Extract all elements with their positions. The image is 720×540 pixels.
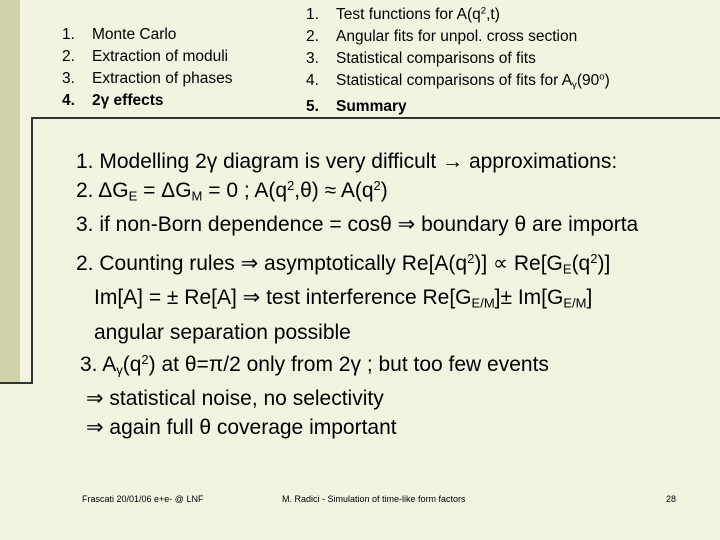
outline-item: 1. Monte Carlo	[62, 26, 177, 43]
outline-item-current: 4. 2γ effects	[62, 92, 164, 109]
vertical-divider	[31, 117, 33, 384]
body-line: ⇒ again full θ coverage important	[86, 416, 397, 440]
body-line: 2. $\Delta G_E = \Delta G_M = 0$ ; $A(q^2,\theta) \approx A(q^2)$	[76, 177, 388, 204]
outline-item: 1. Test functions for $A(q^2,t)$	[306, 5, 500, 23]
outline-item: 3. Statistical comparisons of fits	[306, 50, 536, 67]
title-sidebar	[0, 0, 20, 382]
slide-number: 28	[666, 494, 677, 504]
body-line: 2. Counting rules ⇒ asymptotically $Re[A(q^2)] \propto Re[G_E(q^2)]$	[76, 250, 611, 277]
body-line: angular separation possible	[94, 320, 351, 344]
outline-list-right	[306, 4, 610, 118]
outline-item-current: 5. Summary	[306, 98, 407, 116]
footer-event: Frascati 20/01/06 e+e- @ LNF	[82, 494, 204, 504]
point-modelling	[76, 147, 638, 239]
outline-item: 2. Extraction of moduli	[62, 48, 229, 65]
body-line: 3. $A_\gamma(q^2)$ at θ=π/2 only from 2γ ; but too few events	[80, 351, 549, 378]
body-line: Im[A] = ± Re[A] ⇒ test interference $Re[G_{E/M}]\pm Im[G_{E/M}]$	[94, 286, 593, 311]
outline-item: 2. Angular fits for unpol. cross section	[306, 28, 578, 45]
footer-author-title: M. Radici - Simulation of time-like form factors	[282, 494, 466, 504]
sidebar-divider	[0, 382, 32, 384]
outline-list-left	[62, 24, 232, 112]
outline-item: 4. Statistical comparisons of fits for $A_\gamma(90^o)$	[306, 71, 610, 91]
outline-item: 3. Extraction of phases	[62, 70, 233, 87]
body-line: 1. Modelling 2γ diagram is very difficult → approximations:	[76, 150, 618, 173]
point-counting-rules	[76, 249, 610, 347]
body-line: ⇒ statistical noise, no selectivity	[86, 387, 384, 411]
body-line: 3. if non-Born dependence = cosθ ⇒ boundary θ are importa	[76, 213, 639, 237]
point-asymmetry	[80, 350, 549, 442]
